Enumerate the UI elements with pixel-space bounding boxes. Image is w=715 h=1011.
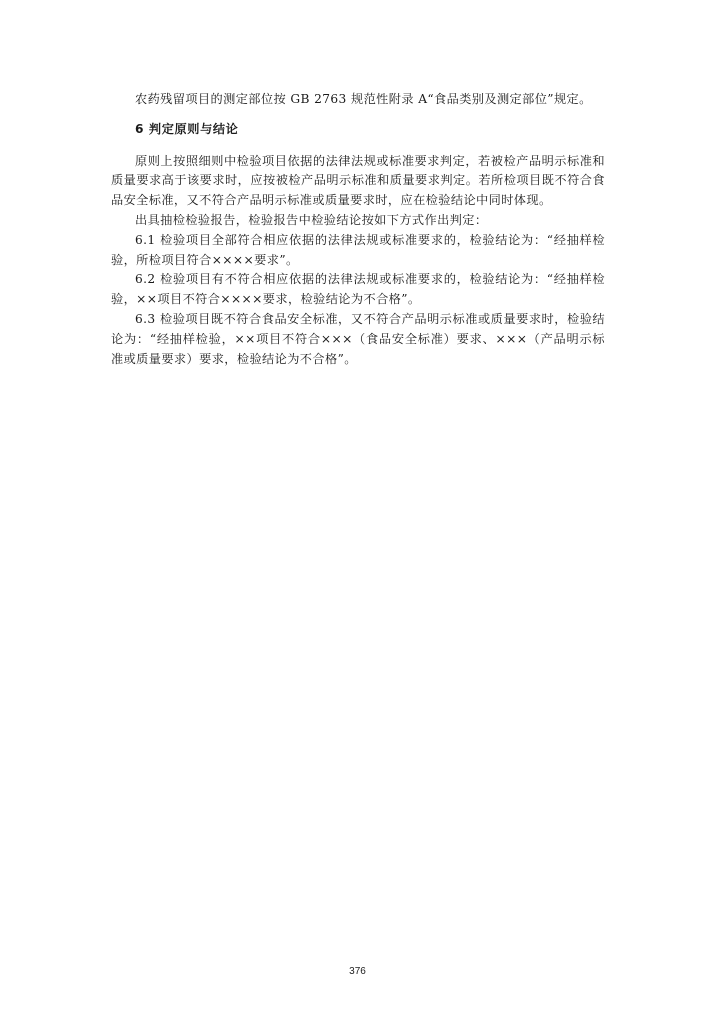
document-body [111,90,605,369]
section-heading: 6 判定原则与结论 [135,121,239,136]
page-number: 376 [349,966,366,977]
clause-6-3-paragraph: 6.3 检验项目既不符合食品安全标准，又不符合产品明示标准或质量要求时，检验结论为：“经抽样检验，××项目不符合×××（食品安全标准）要求、×××（产品明示标准或质量要求）要求，检验结论为不合格”。 [111,311,605,366]
clause-6-1-paragraph: 6.1 检验项目全部符合相应依据的法律法规或标准要求的，检验结论为：“经抽样检验，所检项目符合××××要求”。 [111,232,605,267]
report-paragraph: 出具抽检检验报告，检验报告中检验结论按如下方式作出判定： [135,212,488,227]
clause-6-2-paragraph: 6.2 检验项目有不符合相应依据的法律法规或标准要求的，检验结论为：“经抽样检验，××项目不符合××××要求，检验结论为不合格”。 [111,272,605,307]
intro-paragraph: 农药残留项目的测定部位按 GB 2763 规范性附录 A“食品类别及测定部位”规定。 [135,92,592,106]
principle-paragraph: 原则上按照细则中检验项目依据的法律法规或标准要求判定，若被检产品明示标准和质量要求高于该要求时，应按被检产品明示标准和质量要求判定。若所检项目既不符合食品安全标准，又不符合产品明示标准或质量要求时，应在检验结论中同时体现。 [111,153,605,208]
